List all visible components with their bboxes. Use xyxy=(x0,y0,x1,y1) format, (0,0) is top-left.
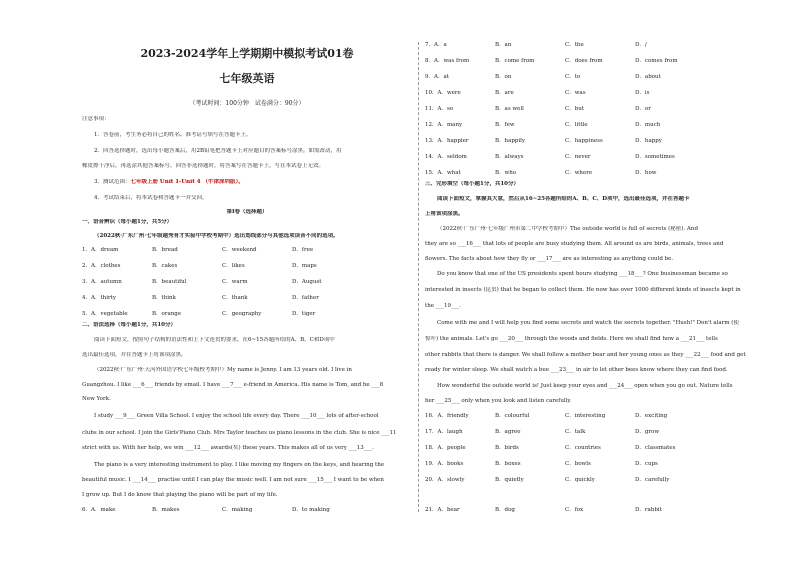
q15-option-d: D．how xyxy=(635,170,657,176)
exam-title: 2023-2024学年上学期期中模拟考试01卷 xyxy=(140,47,354,60)
passage2-line-3: flowers. The facts about how they fly or ___17___ are as interesting as anything could be. xyxy=(425,256,674,262)
passage2-line-1: （2022秋·广东广州·七年级广州市第二中学校考期中）The outside world is full of secrets (秘密). And xyxy=(437,226,698,232)
passage2-line-12: her ___25___ only when you look and listen carefully. xyxy=(425,398,572,404)
q16-option-c: C．interesting xyxy=(565,413,606,419)
section1-source: （2022秋·广东广州·七年级越秀育才实验中学校考期中）选出划线部分与其他选项读音不同的选项。 xyxy=(94,233,339,239)
q7-option-a: 7．A．a xyxy=(425,42,447,48)
q10-option-a: 10．A．were xyxy=(425,90,461,96)
q15-option-a: 15．A．what xyxy=(425,170,461,176)
note-3 xyxy=(82,179,424,186)
q2-option-d: D．maps xyxy=(292,263,317,269)
right-column xyxy=(425,0,755,562)
q5-option-b: B．orange xyxy=(152,311,182,317)
q8-option-b: B．come from xyxy=(495,58,535,64)
passage2-line-9: other rabbits that there is danger. We shall follow a mother bear and her young ones as they ___22___ food and get xyxy=(425,352,746,358)
passage2-line-11: How wonderful the outside world is! Just keep your eyes and ___24___ open when you go out. Nature tells xyxy=(437,383,733,389)
part1-title: 第Ⅰ卷（选择题） xyxy=(226,209,268,215)
q18-option-a: 18．A．people xyxy=(425,445,466,451)
q13-option-d: D．happy xyxy=(635,138,662,144)
passage2-line-6: the ___19___. xyxy=(425,303,462,309)
q10-option-b: B．are xyxy=(495,90,514,96)
q21-option-c: C．fox xyxy=(565,507,584,513)
q11-option-c: C．but xyxy=(565,106,584,112)
passage1-line-4: I study ___9___ Green Villa School. I enjoy the school life every day. There ___10___ lots of after-school xyxy=(94,413,379,419)
passage2-line-7: Come with me and I will help you find some secrets and watch the secrets together. "Hush!" Don't alarm (使 xyxy=(437,320,739,326)
q20-option-c: C．quickly xyxy=(565,477,595,483)
q13-option-b: B．happily xyxy=(495,138,526,144)
q17-option-a: 17．A．laugh xyxy=(425,429,463,435)
q2-option-a: 2．A．clothes xyxy=(82,263,121,269)
q19-option-a: 19．A．books xyxy=(425,461,464,467)
q19-option-c: C．bowls xyxy=(565,461,591,467)
passage2-line-4: Do you know that one of the US presidents spent hours studying ___18___? One businessman became so xyxy=(437,271,728,277)
q11-option-a: 11．A．so xyxy=(425,106,454,112)
q21-option-a: 21．A．bear xyxy=(425,507,460,513)
passage1-line-5: clubs in our school. I join the Girls'Piano Club. Mrs Taylor teaches us piano lessons in the club. She is nice ___11 xyxy=(82,430,397,436)
section2-instr-2: 选出最佳选项，并在答题卡上将该项涂黑。 xyxy=(82,352,187,358)
left-column xyxy=(82,0,412,562)
q5-option-d: D．tiger xyxy=(292,311,316,317)
q15-option-c: C．where xyxy=(565,170,593,176)
q3-option-d: D．August xyxy=(292,279,322,285)
q2-option-b: B．cakes xyxy=(152,263,178,269)
q12-option-a: 12．A．many xyxy=(425,122,463,128)
q20-option-d: D．carefully xyxy=(635,477,670,483)
q1-option-c: C．weekend xyxy=(222,247,257,253)
q8-option-c: C．does from xyxy=(565,58,603,64)
q3-option-a: 3．A．autumn xyxy=(82,279,122,285)
q3-option-b: B．beautiful xyxy=(152,279,187,285)
q18-option-d: D．classmates xyxy=(635,445,676,451)
q4-option-c: C．thank xyxy=(222,295,248,301)
section2-heading: 二、语法选择（每小题1分，共10分） xyxy=(82,322,176,328)
section2-instr-1: 阅读下面短文，按照句子结构的语法性和上下文连贯的要求，在6~15各题所给的A、B、C和D项中 xyxy=(94,337,335,343)
passage2-line-2: they are so ___16___ that lots of people are busy studying them. All around us are birds, animals, trees and xyxy=(425,241,724,247)
q11-option-b: B．as well xyxy=(495,106,524,112)
q17-option-b: B．agree xyxy=(495,429,521,435)
q17-option-d: D．grow xyxy=(635,429,660,435)
passage1-line-6: strict with us. With her help, we win ___12___ awards(奖) these years. This makes all of us very ___13___. xyxy=(82,445,374,451)
passage1-line-8: beautiful music. I ___14___ practise until I can play the music well. I am not sure ___15___ I want to be when xyxy=(82,477,384,483)
q16-option-b: B．colourful xyxy=(495,413,530,419)
q8-option-a: 8．A．was from xyxy=(425,58,470,64)
q14-option-d: D．sometimes xyxy=(635,154,675,160)
note-3-range: 七年级上册 Unit 1-Unit 4 （牛津深圳版）。 xyxy=(130,179,244,185)
q13-option-c: C．happiness xyxy=(565,138,603,144)
q15-option-b: B．who xyxy=(495,170,517,176)
note-2a: 2．回答选择题时，选出每小题答案后，用2B铅笔把答题卡上对应题目的答案标号涂黑。如需改动，用 xyxy=(94,148,342,154)
passage1-line-2: Guangzhou. I like ___6___ friends by email. I have ___7___ e-friend in America. His name is Tom, and he ___8 xyxy=(82,382,384,388)
q14-option-a: 14．A．seldom xyxy=(425,154,467,160)
passage1-line-1: （2022秋·广东广州·天河外国语学校七年级校考期中）My name is Jenny. I am 13 years old. I live in xyxy=(94,367,352,373)
q8-option-d: D．comes from xyxy=(635,58,678,64)
q18-option-c: C．countries xyxy=(565,445,601,451)
q7-option-c: C．the xyxy=(565,42,584,48)
q20-option-b: B．quietly xyxy=(495,477,524,483)
section1-heading: 一、语音辨识（每小题1分，共5分） xyxy=(82,219,173,225)
q6-option-c: C．making xyxy=(222,507,253,513)
passage2-line-10: ready for winter sleep. We shall watch a bee ___23___ in air to let other bees know where they can find food. xyxy=(425,367,728,373)
q5-option-a: 5．A．vegetable xyxy=(82,311,128,317)
q14-option-c: C．never xyxy=(565,154,591,160)
section3-instr-2: 上将该项涂黑。 xyxy=(425,211,464,217)
note-3-prefix: 3．测试范围： xyxy=(94,179,131,185)
q3-option-c: C．warm xyxy=(222,279,248,285)
passage1-line-3: New York. xyxy=(82,396,111,402)
exam-subtitle: 七年级英语 xyxy=(219,72,275,85)
q11-option-d: D．or xyxy=(635,106,651,112)
q9-option-d: D．about xyxy=(635,74,661,80)
q9-option-c: C．to xyxy=(565,74,581,80)
section3-instr-1: 阅读下面短文，掌握其大意，然后从16~25各题所给的A、B、C、D项中，选出最佳选项，并在答题卡 xyxy=(437,196,690,202)
q16-option-d: D．exciting xyxy=(635,413,668,419)
q6-option-d: D．to making xyxy=(292,507,330,513)
q4-option-b: B．think xyxy=(152,295,176,301)
exam-info: （考试时间：100分钟 试卷满分：90分） xyxy=(189,100,305,107)
q13-option-a: 13．A．happier xyxy=(425,138,469,144)
notes-heading: 注意事项： xyxy=(82,116,110,122)
q6-option-a: 6．A．make xyxy=(82,507,116,513)
q20-option-a: 20．A．slowly xyxy=(425,477,465,483)
q14-option-b: B．always xyxy=(495,154,524,160)
q9-option-a: 9．A．at xyxy=(425,74,449,80)
q1-option-b: B．bread xyxy=(152,247,178,253)
q12-option-d: D．much xyxy=(635,122,661,128)
q7-option-d: D．/ xyxy=(635,42,647,48)
q1-option-a: 1．A．dream xyxy=(82,247,119,253)
note-4: 4．考试结束后，将本试卷和答题卡一并交回。 xyxy=(94,195,208,201)
column-divider xyxy=(418,42,419,512)
q5-option-c: C．geography xyxy=(222,311,262,317)
passage2-line-5: interested in insects (昆虫) that he began to collect them. He now has over 1000 different kinds of insects kept in xyxy=(425,287,741,293)
q4-option-a: 4．A．thirty xyxy=(82,295,116,301)
note-2b: 橡皮擦干净后，再选涂其他答案标号。回答非选择题时，将答案写在答题卡上。写在本试卷上无效。 xyxy=(82,163,325,169)
q10-option-c: C．was xyxy=(565,90,586,96)
q4-option-d: D．father xyxy=(292,295,319,301)
section3-heading: 三、完形填空（每小题1分，共10分） xyxy=(425,181,519,187)
q12-option-c: C．little xyxy=(565,122,588,128)
q16-option-a: 16．A．friendly xyxy=(425,413,469,419)
q6-option-b: B．makes xyxy=(152,507,180,513)
q10-option-d: D．is xyxy=(635,90,650,96)
q21-option-d: D．rabbit xyxy=(635,507,662,513)
passage1-line-9: I grow up. But I do know that playing the piano will be part of my life. xyxy=(82,492,278,498)
q9-option-b: B．on xyxy=(495,74,512,80)
q1-option-d: D．free xyxy=(292,247,314,253)
note-1: 1．答卷前，考生务必将自己的姓名、准考证号填写在答题卡上。 xyxy=(94,132,252,138)
q12-option-b: B．few xyxy=(495,122,515,128)
q21-option-b: B．dog xyxy=(495,507,515,513)
q18-option-b: B．birds xyxy=(495,445,519,451)
q2-option-c: C．likes xyxy=(222,263,245,269)
q19-option-b: B．boxes xyxy=(495,461,521,467)
passage1-line-7: The piano is a very interesting instrument to play. I like moving my fingers on the keys, and hearing the xyxy=(94,462,384,468)
q19-option-d: D．cups xyxy=(635,461,658,467)
q17-option-c: C．talk xyxy=(565,429,586,435)
q7-option-b: B．an xyxy=(495,42,512,48)
passage2-line-8: 惊吓) the animals. Let's go ___20___ through the woods and fields. Here we shall find how a ___21___ tells xyxy=(425,336,718,342)
